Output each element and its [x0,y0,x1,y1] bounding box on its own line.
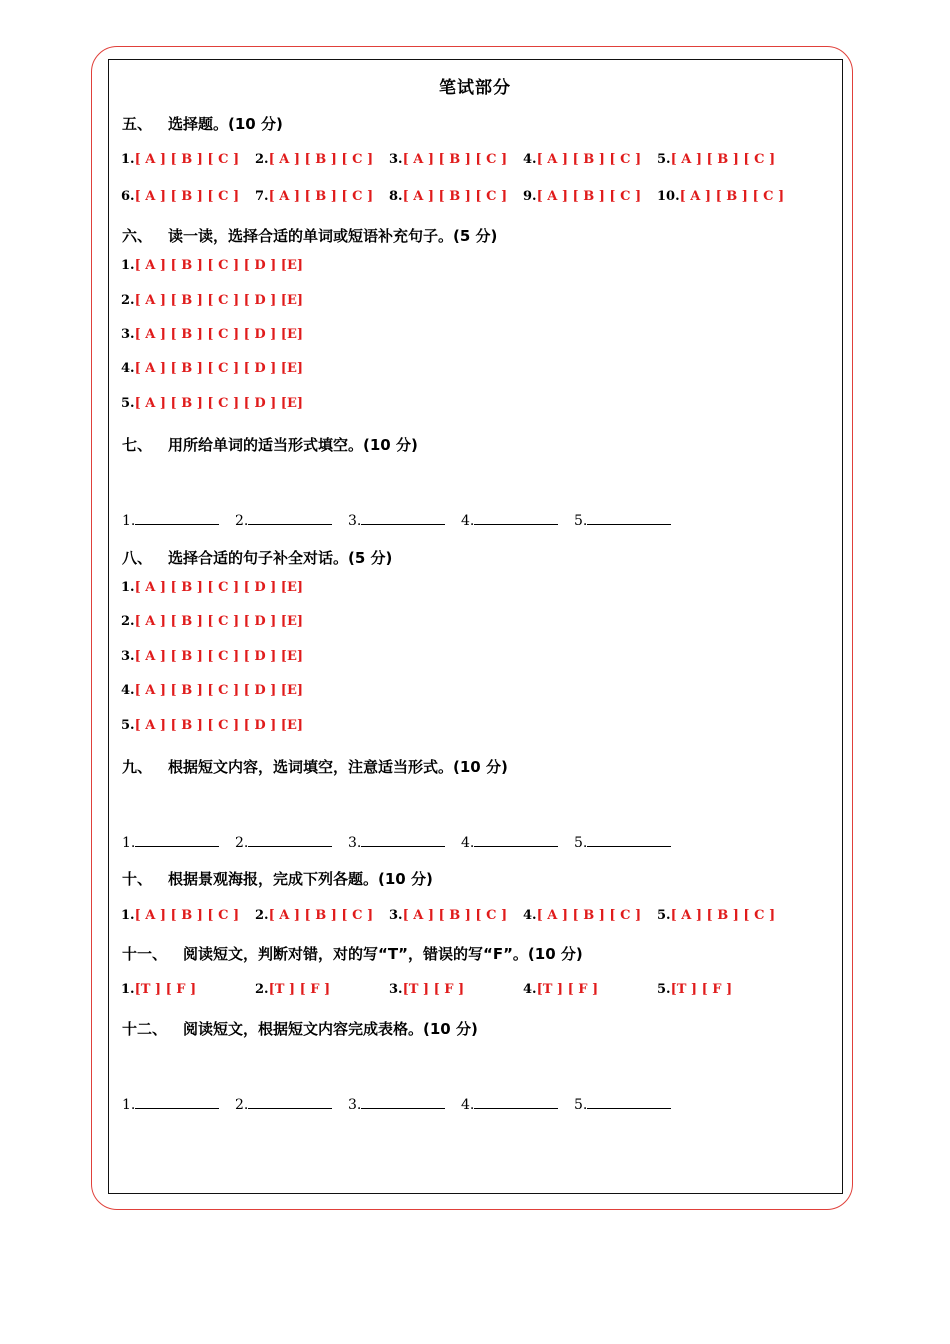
section-5-heading: 五、 选择题。(10 分) [122,115,283,133]
s8-q1[interactable]: 1.[ A ] [ B ] [ C ] [ D ] [E] [121,580,304,595]
s6-q3[interactable]: 3.[ A ] [ B ] [ C ] [ D ] [E] [121,327,304,342]
section-8-heading: 八、 选择合适的句子补全对话。(5 分) [122,549,393,567]
section-6-heading: 六、 读一读，选择合适的单词或短语补充句子。(5 分) [122,227,498,245]
s5-q1[interactable]: 1.[ A ] [ B ] [ C ] [121,152,240,167]
s9-blank-4[interactable]: 4. [461,832,558,851]
s5-q7[interactable]: 7.[ A ] [ B ] [ C ] [255,189,374,204]
s7-blank-4[interactable]: 4. [461,510,558,529]
s12-blank-1[interactable]: 1. [122,1094,219,1113]
s12-blank-4[interactable]: 4. [461,1094,558,1113]
s8-q2[interactable]: 2.[ A ] [ B ] [ C ] [ D ] [E] [121,614,304,629]
s6-q4[interactable]: 4.[ A ] [ B ] [ C ] [ D ] [E] [121,361,304,376]
s10-q2[interactable]: 2.[ A ] [ B ] [ C ] [255,908,374,923]
s6-q5[interactable]: 5.[ A ] [ B ] [ C ] [ D ] [E] [121,396,304,411]
s7-blank-2[interactable]: 2. [235,510,332,529]
s8-q4[interactable]: 4.[ A ] [ B ] [ C ] [ D ] [E] [121,683,304,698]
s5-q8[interactable]: 8.[ A ] [ B ] [ C ] [389,189,508,204]
s8-q3[interactable]: 3.[ A ] [ B ] [ C ] [ D ] [E] [121,649,304,664]
s10-q5[interactable]: 5.[ A ] [ B ] [ C ] [657,908,776,923]
s12-blank-2[interactable]: 2. [235,1094,332,1113]
s5-q2[interactable]: 2.[ A ] [ B ] [ C ] [255,152,374,167]
section-10-heading: 十、 根据景观海报，完成下列各题。(10 分) [122,870,433,888]
s7-blank-5[interactable]: 5. [574,510,671,529]
s6-q2[interactable]: 2.[ A ] [ B ] [ C ] [ D ] [E] [121,293,304,308]
s6-q1[interactable]: 1.[ A ] [ B ] [ C ] [ D ] [E] [121,258,304,273]
s12-blank-3[interactable]: 3. [348,1094,445,1113]
s10-q1[interactable]: 1.[ A ] [ B ] [ C ] [121,908,240,923]
section-9-heading: 九、 根据短文内容，选词填空，注意适当形式。(10 分) [122,758,508,776]
s11-q4[interactable]: 4.[T ] [ F ] [523,982,599,997]
s8-q5[interactable]: 5.[ A ] [ B ] [ C ] [ D ] [E] [121,718,304,733]
s5-q10[interactable]: 10.[ A ] [ B ] [ C ] [657,189,785,204]
s9-blank-1[interactable]: 1. [122,832,219,851]
s5-q6[interactable]: 6.[ A ] [ B ] [ C ] [121,189,240,204]
s9-blank-5[interactable]: 5. [574,832,671,851]
s9-blank-2[interactable]: 2. [235,832,332,851]
s7-blank-3[interactable]: 3. [348,510,445,529]
s5-q4[interactable]: 4.[ A ] [ B ] [ C ] [523,152,642,167]
s12-blank-5[interactable]: 5. [574,1094,671,1113]
s11-q5[interactable]: 5.[T ] [ F ] [657,982,733,997]
s5-q5[interactable]: 5.[ A ] [ B ] [ C ] [657,152,776,167]
s11-q3[interactable]: 3.[T ] [ F ] [389,982,465,997]
s7-blank-1[interactable]: 1. [122,510,219,529]
s10-q3[interactable]: 3.[ A ] [ B ] [ C ] [389,908,508,923]
section-11-heading: 十一、 阅读短文，判断对错，对的写“T”，错误的写“F”。(10 分) [122,945,583,963]
section-12-heading: 十二、 阅读短文，根据短文内容完成表格。(10 分) [122,1020,478,1038]
s5-q9[interactable]: 9.[ A ] [ B ] [ C ] [523,189,642,204]
s5-q3[interactable]: 3.[ A ] [ B ] [ C ] [389,152,508,167]
section-7-heading: 七、 用所给单词的适当形式填空。(10 分) [122,436,418,454]
page-title: 笔试部分 [439,78,511,98]
s11-q1[interactable]: 1.[T ] [ F ] [121,982,197,997]
s11-q2[interactable]: 2.[T ] [ F ] [255,982,331,997]
s9-blank-3[interactable]: 3. [348,832,445,851]
s10-q4[interactable]: 4.[ A ] [ B ] [ C ] [523,908,642,923]
